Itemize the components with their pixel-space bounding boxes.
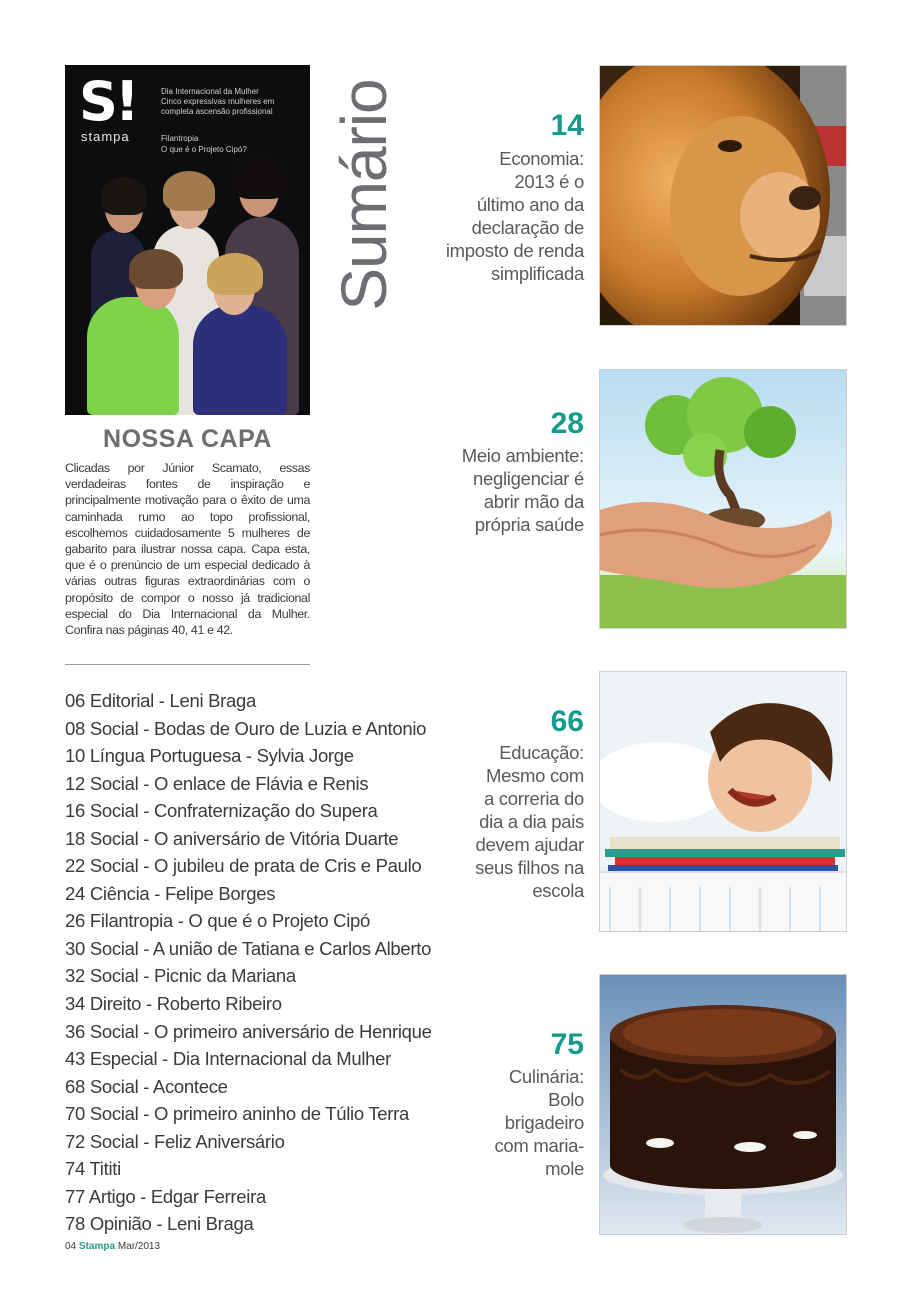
feature-description: Meio ambiente: negligenciar é abrir mão da própria saúde [461, 445, 584, 535]
feature-page-number[interactable]: 66 [550, 705, 584, 738]
toc-item[interactable]: 12 Social - O enlace de Flávia e Renis [65, 772, 369, 794]
toc-item[interactable]: 06 Editorial - Leni Braga [65, 690, 256, 711]
toc-item[interactable]: 43 Especial - Dia Internacional da Mulher [65, 1048, 392, 1070]
toc-item[interactable]: 78 Opinião - Leni Braga [65, 1213, 254, 1235]
page-footer [65, 1241, 160, 1252]
cover-section-text: Clicadas por Júnior Scamato, essas verdadeiras fontes de inspiração e principalmente motivação para o êxito de uma caminhada rumo ao topo profissional, escolhemos cuidadosamente 5 mulheres de gabarito para ilustrar nossa capa. Capa esta, que é o prenúncio de um especial dedicado à várias outras figuras extraordinárias com o propósito de compor o nosso já tradicional especial do Dia Internacional da Mulher. Confira nas páginas 40, 41 e 42. [65, 461, 310, 638]
magazine-logo: S! [79, 70, 137, 133]
toc-item[interactable]: 34 Direito - Roberto Ribeiro [65, 993, 282, 1015]
toc-item[interactable]: 30 Social - A união de Tatiana e Carlos Alberto [65, 937, 432, 959]
toc-item[interactable]: 32 Social - Picnic da Mariana [65, 965, 296, 987]
toc-item[interactable]: 68 Social - Acontece [65, 1075, 228, 1097]
toc-item[interactable]: 18 Social - O aniversário de Vitória Duarte [65, 827, 399, 849]
toc-item[interactable]: 08 Social - Bodas de Ouro de Luzia e Antonio [65, 717, 427, 739]
divider [65, 664, 310, 665]
toc-item[interactable]: 74 Tititi [65, 1158, 121, 1180]
cover-section-title: NOSSA CAPA [103, 425, 272, 453]
toc-item[interactable]: 10 Língua Portuguesa - Sylvia Jorge [65, 745, 354, 767]
feature-description: Educação: Mesmo com a correria do dia a dia pais devem ajudar seus filhos na escola [475, 742, 584, 901]
plant-in-hands-photo [599, 369, 847, 629]
toc-item[interactable]: 26 Filantropia - O que é o Projeto Cipó [65, 910, 371, 932]
feature-description: Culinária: Bolo brigadeiro com maria- mole [494, 1066, 584, 1179]
toc-item[interactable]: 22 Social - O jubileu de prata de Cris e Paulo [65, 855, 422, 877]
toc-item[interactable]: 16 Social - Confraternização do Supera [65, 800, 378, 822]
feature-description: Economia: 2013 é o último ano da declaração de imposto de renda simplificada [445, 148, 584, 284]
toc-item[interactable]: 70 Social - O primeiro aninho de Túlio Terra [65, 1103, 409, 1125]
cover-headline-1: Dia Internacional da Mulher Cinco expressivas mulheres em completa ascensão profissional [161, 87, 275, 116]
toc-item[interactable]: 72 Social - Feliz Aniversário [65, 1130, 285, 1152]
lion-photo [599, 65, 847, 326]
footer-issue: Mar/2013 [117, 1241, 161, 1252]
toc-item[interactable]: 24 Ciência - Felipe Borges [65, 882, 276, 904]
cover-headline-2: Filantropia O que é o Projeto Cipó? [161, 134, 247, 154]
page-title: Sumário [328, 78, 400, 311]
feature-page-number[interactable]: 75 [550, 1028, 584, 1061]
magazine-logo-subtitle: stampa [81, 129, 130, 144]
boy-reading-photo [599, 671, 847, 932]
chocolate-cake-photo [599, 974, 847, 1235]
table-of-contents [65, 688, 465, 1239]
toc-item[interactable]: 77 Artigo - Edgar Ferreira [65, 1185, 266, 1207]
feature-page-number[interactable]: 14 [550, 109, 584, 142]
toc-item[interactable]: 36 Social - O primeiro aniversário de Henrique [65, 1020, 432, 1042]
footer-page-number: 04 [65, 1241, 77, 1252]
magazine-cover [65, 65, 310, 415]
feature-page-number[interactable]: 28 [550, 407, 584, 440]
footer-brand: Stampa [78, 1241, 116, 1252]
